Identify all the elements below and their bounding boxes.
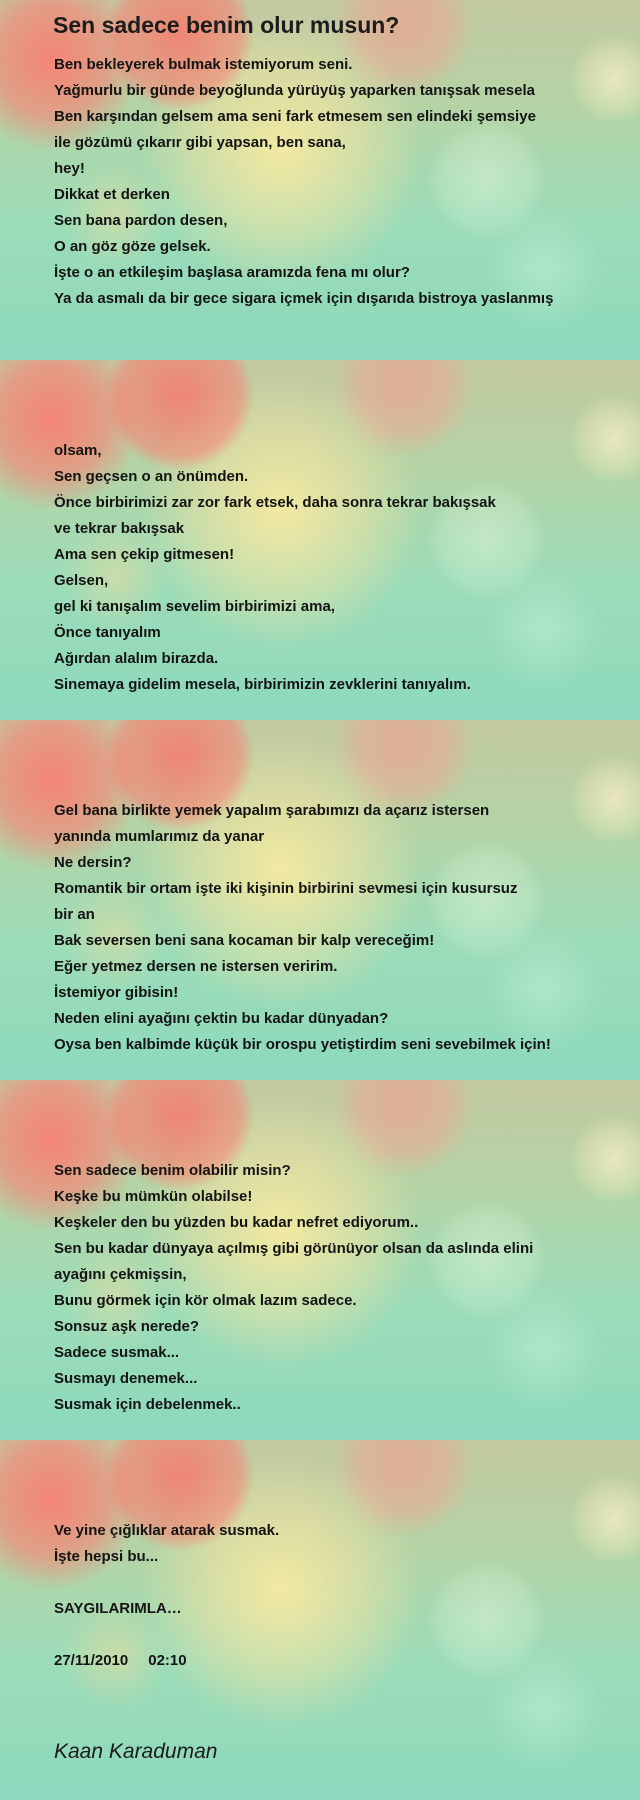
poem-line: Sonsuz aşk nerede? (54, 1318, 200, 1335)
poem-line: İşte hepsi bu... (54, 1548, 159, 1565)
poem-line: O an göz göze gelsek. (54, 238, 211, 255)
poem-time: 02:10 (148, 1652, 187, 1669)
poem-line: Susmayı denemek... (54, 1370, 198, 1387)
poem-card-1 (0, 0, 640, 360)
poem-line: ayağını çekmişsin, (54, 1266, 187, 1283)
poem-line: hey! (54, 160, 85, 177)
poem-line: İşte o an etkileşim başlasa aramızda fena mı olur? (54, 264, 410, 281)
poem-line: ve tekrar bakışsak (54, 520, 185, 537)
blank-line (54, 1132, 533, 1158)
author-signature: Kaan Karaduman (54, 1740, 218, 1763)
stanza-5 (54, 1492, 279, 1674)
blank-line (54, 772, 551, 798)
poem-line: Ve yine çığlıklar atarak susmak. (54, 1522, 280, 1539)
blank-line (54, 1570, 279, 1596)
poem-line: Sadece susmak... (54, 1344, 180, 1361)
stanza-3 (54, 772, 551, 1058)
blank-line (54, 1622, 279, 1648)
poem-line: Dikkat et derken (54, 186, 170, 203)
stanza-2 (54, 412, 496, 698)
poem-line: yanında mumlarımız da yanar (54, 828, 265, 845)
poem-line: Eğer yetmez dersen ne istersen veririm. (54, 958, 338, 975)
poem-line: Susmak için debelenmek.. (54, 1396, 241, 1413)
poem-line: ile gözümü çıkarır gibi yapsan, ben sana, (54, 134, 346, 151)
poem-card-4 (0, 1080, 640, 1440)
poem-line: Keşke bu mümkün olabilse! (54, 1188, 253, 1205)
poem-line: Ağırdan alalım birazda. (54, 650, 219, 667)
poem-line: Bak seversen beni sana kocaman bir kalp vereceğim! (54, 932, 435, 949)
poem-line: gel ki tanışalım sevelim birbirimizi ama, (54, 598, 335, 615)
blank-line (54, 412, 496, 438)
poem-line: Önce tanıyalım (54, 624, 161, 641)
poem-line: Sen bu kadar dünyaya açılmış gibi görünüyor olsan da aslında elini (54, 1240, 534, 1257)
poem-line: Neden elini ayağını çektin bu kadar dünyadan? (54, 1010, 389, 1027)
blank-line (54, 1492, 279, 1518)
poem-line: Keşkeler den bu yüzden bu kadar nefret ediyorum.. (54, 1214, 419, 1231)
poem-line: bir an (54, 906, 95, 923)
poem-line: Ya da asmalı da bir gece sigara içmek için dışarıda bistroya yaslanmış (54, 290, 554, 307)
stanza-1 (54, 52, 553, 312)
date-line (54, 1648, 279, 1674)
poem-line: Ne dersin? (54, 854, 132, 871)
poem-line: olsam, (54, 442, 102, 459)
poem-card-5 (0, 1440, 640, 1800)
poem-line: Gel bana birlikte yemek yapalım şarabımızı da açarız istersen (54, 802, 490, 819)
poem-line: Sinemaya gidelim mesela, birbirimizin zevklerini tanıyalım. (54, 676, 471, 693)
poem-date: 27/11/2010 (54, 1652, 129, 1669)
poem-line: İstemiyor gibisin! (54, 984, 179, 1001)
poem-line: Ama sen çekip gitmesen! (54, 546, 235, 563)
poem-line: Gelsen, (54, 572, 109, 589)
poem-card-3 (0, 720, 640, 1080)
poem-line: Ben bekleyerek bulmak istemiyorum seni. (54, 56, 353, 73)
poem-line: Sen bana pardon desen, (54, 212, 228, 229)
poem-line: Bunu görmek için kör olmak lazım sadece. (54, 1292, 357, 1309)
poem-title: Sen sadece benim olur musun? (53, 12, 400, 38)
poem-line: Sen geçsen o an önümden. (54, 468, 249, 485)
poem-card-2 (0, 360, 640, 720)
poem-line: Oysa ben kalbimde küçük bir orospu yetiştirdim seni sevebilmek için! (54, 1036, 551, 1053)
poem-line: Romantik bir ortam işte iki kişinin birbirini sevmesi için kusursuz (54, 880, 518, 897)
poem-line: Ben karşından gelsem ama seni fark etmesem sen elindeki şemsiye (54, 108, 536, 125)
stanza-4 (54, 1132, 533, 1418)
poem-line: Önce birbirimizi zar zor fark etsek, daha sonra tekrar bakışsak (54, 494, 496, 511)
poem-line: Sen sadece benim olabilir misin? (54, 1162, 291, 1179)
closing-line: SAYGILARIMLA… (54, 1600, 182, 1617)
poem-line: Yağmurlu bir günde beyoğlunda yürüyüş yaparken tanışsak mesela (54, 82, 535, 99)
